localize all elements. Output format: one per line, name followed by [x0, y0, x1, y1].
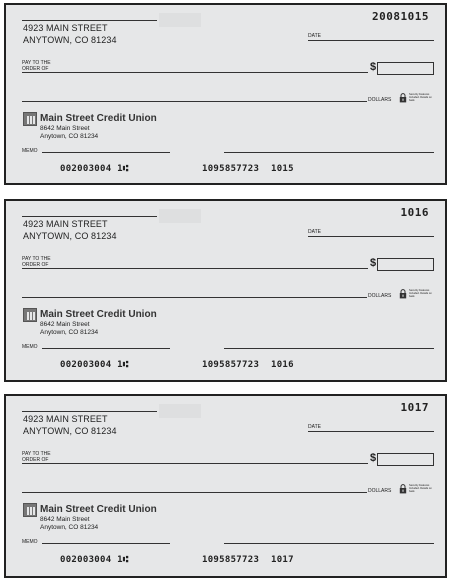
memo-label: MEMO — [22, 344, 38, 350]
amount-field[interactable] — [377, 258, 434, 271]
check — [4, 394, 447, 578]
check-number: 1017 — [400, 401, 429, 414]
bank-street: 8642 Main Street — [40, 321, 90, 328]
bank-logo-icon — [23, 503, 37, 517]
date-label: DATE — [308, 33, 321, 39]
payee-field[interactable] — [22, 268, 368, 269]
memo-label: MEMO — [22, 539, 38, 545]
dollars-label: DOLLARS — [368, 97, 392, 103]
payer-name-line — [22, 20, 157, 21]
pay-to-label: PAY TO THE ORDER OF — [22, 60, 51, 72]
bank-logo-icon — [23, 112, 37, 126]
bank-street: 8642 Main Street — [40, 516, 90, 523]
check — [4, 3, 447, 185]
bank-city: Anytown, CO 81234 — [40, 524, 99, 531]
check-number: 20081015 — [372, 10, 429, 23]
micr-routing-number: 002003004 1⑆ — [60, 555, 129, 565]
signature-field[interactable] — [224, 348, 434, 349]
date-field[interactable] — [308, 431, 434, 432]
micr-account-number: 1095857723 — [202, 164, 260, 174]
payer-city: ANYTOWN, CO 81234 — [23, 35, 117, 45]
payer-street: 4923 MAIN STREET — [23, 219, 108, 229]
payer-name-line — [22, 411, 157, 412]
memo-field[interactable] — [42, 152, 170, 153]
dollar-sign: $ — [370, 61, 377, 73]
payer-street: 4923 MAIN STREET — [23, 23, 108, 33]
check-number: 1016 — [400, 206, 429, 219]
date-field[interactable] — [308, 40, 434, 41]
dollars-label: DOLLARS — [368, 488, 392, 494]
dollar-sign: $ — [370, 452, 377, 464]
shaded-area — [159, 13, 201, 27]
memo-label: MEMO — [22, 148, 38, 154]
micr-check-number: 1017 — [271, 555, 294, 565]
dollars-label: DOLLARS — [368, 293, 392, 299]
bank-name: Main Street Credit Union — [40, 309, 157, 320]
amount-field[interactable] — [377, 453, 434, 466]
memo-field[interactable] — [42, 348, 170, 349]
micr-account-number: 1095857723 — [202, 555, 260, 565]
micr-routing-number: 002003004 1⑆ — [60, 164, 129, 174]
lock-icon — [399, 289, 407, 299]
micr-check-number: 1015 — [271, 164, 294, 174]
pay-to-label: PAY TO THE ORDER OF — [22, 256, 51, 268]
payer-city: ANYTOWN, CO 81234 — [23, 231, 117, 241]
bank-name: Main Street Credit Union — [40, 113, 157, 124]
payer-street: 4923 MAIN STREET — [23, 414, 108, 424]
pay-to-label: PAY TO THE ORDER OF — [22, 451, 51, 463]
date-label: DATE — [308, 229, 321, 235]
bank-city: Anytown, CO 81234 — [40, 329, 99, 336]
bank-street: 8642 Main Street — [40, 125, 90, 132]
bank-city: Anytown, CO 81234 — [40, 133, 99, 140]
payer-name-line — [22, 216, 157, 217]
micr-account-number: 1095857723 — [202, 360, 260, 370]
shaded-area — [159, 209, 201, 223]
amount-words-field[interactable] — [22, 101, 367, 102]
lock-icon — [399, 93, 407, 103]
bank-logo-icon — [23, 308, 37, 322]
amount-field[interactable] — [377, 62, 434, 75]
signature-field[interactable] — [224, 543, 434, 544]
payee-field[interactable] — [22, 463, 368, 464]
amount-words-field[interactable] — [22, 492, 367, 493]
signature-field[interactable] — [224, 152, 434, 153]
payer-city: ANYTOWN, CO 81234 — [23, 426, 117, 436]
shaded-area — [159, 404, 201, 418]
memo-field[interactable] — [42, 543, 170, 544]
security-features-note: Security Features Included. Details on back. — [409, 93, 432, 102]
micr-check-number: 1016 — [271, 360, 294, 370]
date-label: DATE — [308, 424, 321, 430]
security-features-note: Security Features Included. Details on back. — [409, 484, 432, 493]
check — [4, 199, 447, 382]
bank-name: Main Street Credit Union — [40, 504, 157, 515]
dollar-sign: $ — [370, 257, 377, 269]
payee-field[interactable] — [22, 72, 368, 73]
security-features-note: Security Features Included. Details on back. — [409, 289, 432, 298]
amount-words-field[interactable] — [22, 297, 367, 298]
lock-icon — [399, 484, 407, 494]
micr-routing-number: 002003004 1⑆ — [60, 360, 129, 370]
date-field[interactable] — [308, 236, 434, 237]
